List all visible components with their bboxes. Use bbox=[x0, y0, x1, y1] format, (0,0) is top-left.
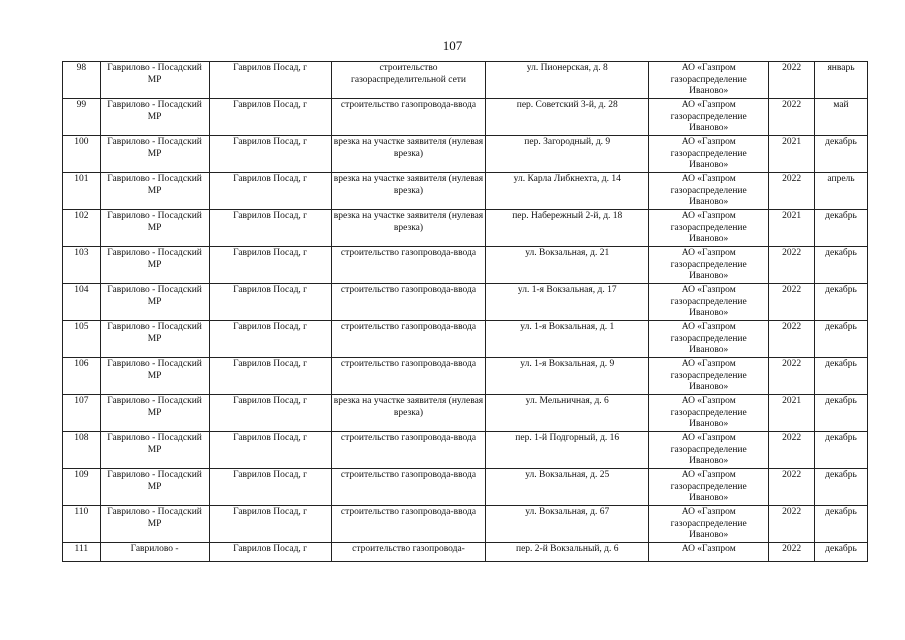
work-type-cell: строительство газопровода-ввода bbox=[331, 321, 486, 358]
city-cell: Гаврилов Посад, г bbox=[209, 247, 331, 284]
work-type-cell: врезка на участке заявителя (нулевая врезка) bbox=[331, 173, 486, 210]
month-cell: декабрь bbox=[815, 284, 868, 321]
city-cell: Гаврилов Посад, г bbox=[209, 469, 331, 506]
address-cell: ул. Мельничная, д. 6 bbox=[486, 395, 649, 432]
work-type-cell: строительство газопровода-ввода bbox=[331, 358, 486, 395]
year-cell: 2022 bbox=[769, 506, 815, 543]
table-row bbox=[63, 358, 868, 395]
month-cell: декабрь bbox=[815, 469, 868, 506]
organization-cell: АО «Газпром газораспределение Иваново» bbox=[649, 395, 769, 432]
organization-cell: АО «Газпром газораспределение Иваново» bbox=[649, 136, 769, 173]
district-cell: Гаврилово - Посадский МР bbox=[100, 358, 209, 395]
year-cell: 2021 bbox=[769, 210, 815, 247]
table-row bbox=[63, 136, 868, 173]
year-cell: 2021 bbox=[769, 136, 815, 173]
month-cell: декабрь bbox=[815, 506, 868, 543]
district-cell: Гаврилово - Посадский МР bbox=[100, 62, 209, 99]
district-cell: Гаврилово - Посадский МР bbox=[100, 173, 209, 210]
district-cell: Гаврилово - bbox=[100, 543, 209, 562]
address-cell: пер. 2-й Вокзальный, д. 6 bbox=[486, 543, 649, 562]
month-cell: декабрь bbox=[815, 543, 868, 562]
table-row bbox=[63, 321, 868, 358]
city-cell: Гаврилов Посад, г bbox=[209, 210, 331, 247]
organization-cell: АО «Газпром газораспределение Иваново» bbox=[649, 210, 769, 247]
address-cell: ул. 1-я Вокзальная, д. 1 bbox=[486, 321, 649, 358]
month-cell: декабрь bbox=[815, 432, 868, 469]
work-type-cell: врезка на участке заявителя (нулевая врезка) bbox=[331, 210, 486, 247]
organization-cell: АО «Газпром газораспределение Иваново» bbox=[649, 469, 769, 506]
organization-cell: АО «Газпром газораспределение Иваново» bbox=[649, 321, 769, 358]
city-cell: Гаврилов Посад, г bbox=[209, 99, 331, 136]
city-cell: Гаврилов Посад, г bbox=[209, 136, 331, 173]
address-cell: ул. Вокзальная, д. 25 bbox=[486, 469, 649, 506]
city-cell: Гаврилов Посад, г bbox=[209, 62, 331, 99]
city-cell: Гаврилов Посад, г bbox=[209, 543, 331, 562]
row-number-cell: 101 bbox=[63, 173, 101, 210]
month-cell: апрель bbox=[815, 173, 868, 210]
row-number-cell: 103 bbox=[63, 247, 101, 284]
table-row bbox=[63, 284, 868, 321]
year-cell: 2022 bbox=[769, 432, 815, 469]
work-type-cell: строительство газопровода-ввода bbox=[331, 432, 486, 469]
city-cell: Гаврилов Посад, г bbox=[209, 395, 331, 432]
table-row bbox=[63, 173, 868, 210]
district-cell: Гаврилово - Посадский МР bbox=[100, 321, 209, 358]
table-row bbox=[63, 469, 868, 506]
page-number: 107 bbox=[442, 38, 463, 53]
district-cell: Гаврилово - Посадский МР bbox=[100, 99, 209, 136]
work-type-cell: строительство газопровода-ввода bbox=[331, 506, 486, 543]
row-number-cell: 108 bbox=[63, 432, 101, 469]
city-cell: Гаврилов Посад, г bbox=[209, 506, 331, 543]
address-cell: пер. Загородный, д. 9 bbox=[486, 136, 649, 173]
table-row bbox=[63, 210, 868, 247]
month-cell: декабрь bbox=[815, 321, 868, 358]
year-cell: 2022 bbox=[769, 173, 815, 210]
work-type-cell: врезка на участке заявителя (нулевая врезка) bbox=[331, 136, 486, 173]
work-type-cell: строительство газопровода-ввода bbox=[331, 469, 486, 506]
district-cell: Гаврилово - Посадский МР bbox=[100, 395, 209, 432]
table-row bbox=[63, 247, 868, 284]
address-cell: ул. Вокзальная, д. 67 bbox=[486, 506, 649, 543]
table-row bbox=[63, 506, 868, 543]
organization-cell: АО «Газпром газораспределение Иваново» bbox=[649, 506, 769, 543]
table-row bbox=[63, 99, 868, 136]
row-number-cell: 104 bbox=[63, 284, 101, 321]
address-cell: ул. Пионерская, д. 8 bbox=[486, 62, 649, 99]
table-row bbox=[63, 543, 868, 562]
row-number-cell: 102 bbox=[63, 210, 101, 247]
district-cell: Гаврилово - Посадский МР bbox=[100, 210, 209, 247]
city-cell: Гаврилов Посад, г bbox=[209, 358, 331, 395]
row-number-cell: 105 bbox=[63, 321, 101, 358]
month-cell: май bbox=[815, 99, 868, 136]
address-cell: ул. 1-я Вокзальная, д. 9 bbox=[486, 358, 649, 395]
district-cell: Гаврилово - Посадский МР bbox=[100, 469, 209, 506]
organization-cell: АО «Газпром газораспределение Иваново» bbox=[649, 99, 769, 136]
row-number-cell: 106 bbox=[63, 358, 101, 395]
row-number-cell: 111 bbox=[63, 543, 101, 562]
address-cell: пер. Набережный 2-й, д. 18 bbox=[486, 210, 649, 247]
row-number-cell: 109 bbox=[63, 469, 101, 506]
district-cell: Гаврилово - Посадский МР bbox=[100, 284, 209, 321]
month-cell: декабрь bbox=[815, 358, 868, 395]
table-row bbox=[63, 432, 868, 469]
city-cell: Гаврилов Посад, г bbox=[209, 173, 331, 210]
work-type-cell: строительство газораспределительной сети bbox=[331, 62, 486, 99]
row-number-cell: 100 bbox=[63, 136, 101, 173]
month-cell: декабрь bbox=[815, 395, 868, 432]
year-cell: 2022 bbox=[769, 358, 815, 395]
district-cell: Гаврилово - Посадский МР bbox=[100, 432, 209, 469]
city-cell: Гаврилов Посад, г bbox=[209, 284, 331, 321]
work-type-cell: строительство газопровода- bbox=[331, 543, 486, 562]
year-cell: 2021 bbox=[769, 395, 815, 432]
address-cell: ул. Вокзальная, д. 21 bbox=[486, 247, 649, 284]
address-cell: ул. Карла Либкнехта, д. 14 bbox=[486, 173, 649, 210]
organization-cell: АО «Газпром газораспределение Иваново» bbox=[649, 432, 769, 469]
organization-cell: АО «Газпром bbox=[649, 543, 769, 562]
work-type-cell: строительство газопровода-ввода bbox=[331, 247, 486, 284]
table-row bbox=[63, 62, 868, 99]
row-number-cell: 99 bbox=[63, 99, 101, 136]
address-cell: ул. 1-я Вокзальная, д. 17 bbox=[486, 284, 649, 321]
year-cell: 2022 bbox=[769, 284, 815, 321]
work-type-cell: врезка на участке заявителя (нулевая врезка) bbox=[331, 395, 486, 432]
organization-cell: АО «Газпром газораспределение Иваново» bbox=[649, 173, 769, 210]
row-number-cell: 110 bbox=[63, 506, 101, 543]
organization-cell: АО «Газпром газораспределение Иваново» bbox=[649, 284, 769, 321]
work-type-cell: строительство газопровода-ввода bbox=[331, 284, 486, 321]
month-cell: декабрь bbox=[815, 247, 868, 284]
month-cell: декабрь bbox=[815, 136, 868, 173]
row-number-cell: 98 bbox=[63, 62, 101, 99]
year-cell: 2022 bbox=[769, 469, 815, 506]
organization-cell: АО «Газпром газораспределение Иваново» bbox=[649, 358, 769, 395]
district-cell: Гаврилово - Посадский МР bbox=[100, 247, 209, 284]
gas-works-table bbox=[62, 61, 868, 562]
row-number-cell: 107 bbox=[63, 395, 101, 432]
organization-cell: АО «Газпром газораспределение Иваново» bbox=[649, 62, 769, 99]
organization-cell: АО «Газпром газораспределение Иваново» bbox=[649, 247, 769, 284]
address-cell: пер. Советский 3-й, д. 28 bbox=[486, 99, 649, 136]
district-cell: Гаврилово - Посадский МР bbox=[100, 506, 209, 543]
work-type-cell: строительство газопровода-ввода bbox=[331, 99, 486, 136]
year-cell: 2022 bbox=[769, 62, 815, 99]
year-cell: 2022 bbox=[769, 247, 815, 284]
year-cell: 2022 bbox=[769, 321, 815, 358]
address-cell: пер. 1-й Подгорный, д. 16 bbox=[486, 432, 649, 469]
table-row bbox=[63, 395, 868, 432]
city-cell: Гаврилов Посад, г bbox=[209, 321, 331, 358]
table-body bbox=[63, 62, 868, 562]
district-cell: Гаврилово - Посадский МР bbox=[100, 136, 209, 173]
year-cell: 2022 bbox=[769, 543, 815, 562]
month-cell: декабрь bbox=[815, 210, 868, 247]
year-cell: 2022 bbox=[769, 99, 815, 136]
city-cell: Гаврилов Посад, г bbox=[209, 432, 331, 469]
month-cell: январь bbox=[815, 62, 868, 99]
